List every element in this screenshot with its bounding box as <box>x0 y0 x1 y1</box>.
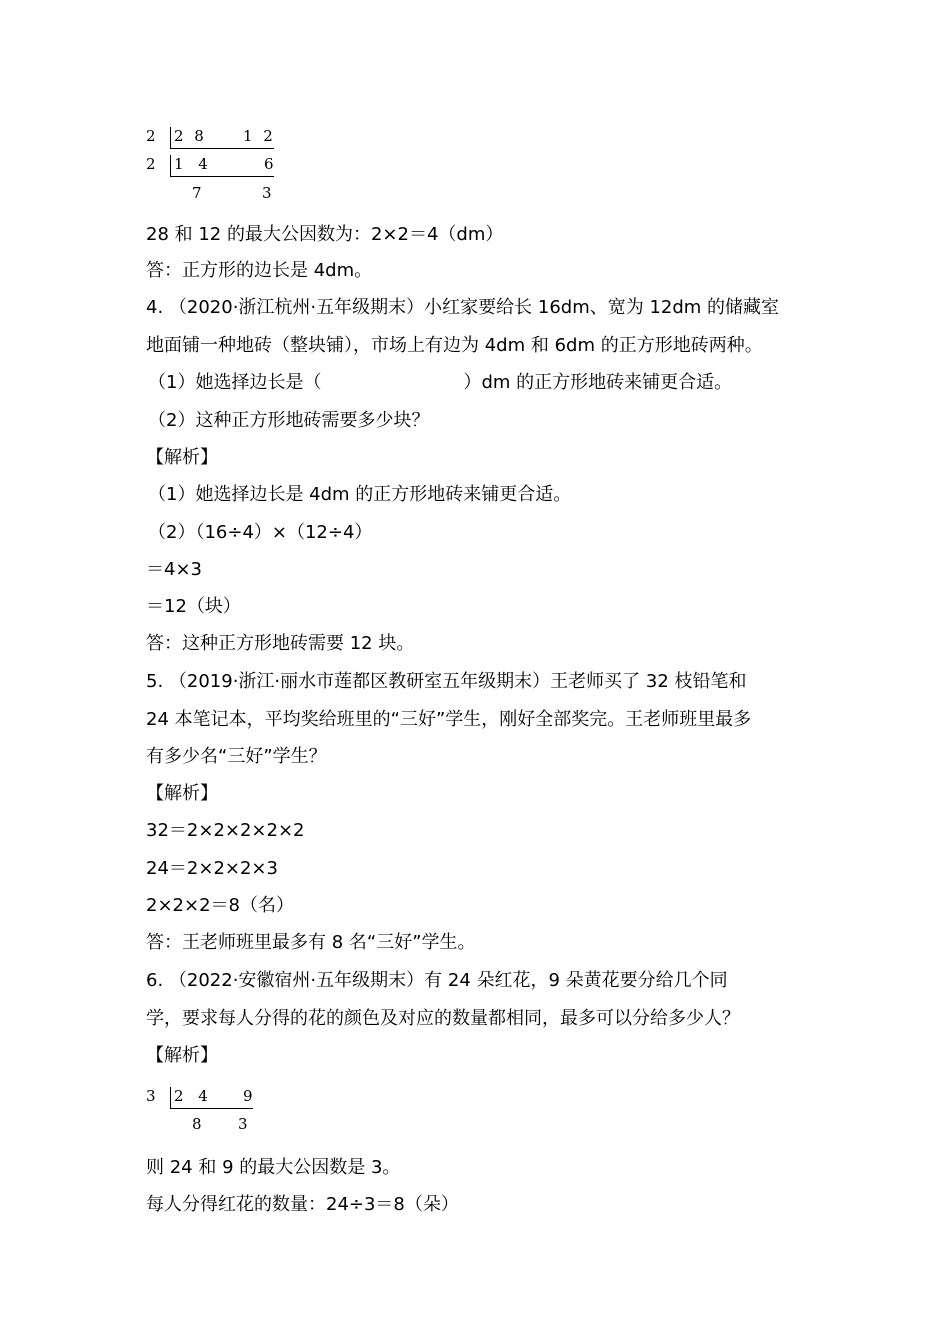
division-rule <box>170 1108 253 1109</box>
analysis-heading: 【解析】 <box>146 447 218 468</box>
division-bracket <box>170 155 171 177</box>
quotient: 8 <box>192 1115 202 1133</box>
division-bracket <box>170 127 171 149</box>
solution-line: ＝12（块） <box>146 596 241 617</box>
text-line: 28 和 12 的最大公因数为：2×2＝4（dm） <box>146 224 504 245</box>
solution-line: ＝4×3 <box>146 559 202 580</box>
solution-line: （2）（16÷4）×（12÷4） <box>148 522 373 543</box>
blank-prefix: （1）她选择边长是（ <box>148 372 322 393</box>
solution-line: 32＝2×2×2×2×2 <box>146 820 305 841</box>
question-4-part-2: （2）这种正方形地砖需要多少块？ <box>148 410 430 431</box>
divisor: 2 <box>146 155 156 173</box>
division-rule <box>170 176 274 177</box>
result: 7 <box>192 184 202 202</box>
result: 3 <box>262 184 272 202</box>
question-4-line-1: 4. （2020·浙江杭州·五年级期末）小红家要给长 16dm、宽为 12dm 的储藏室 <box>146 297 780 318</box>
question-6-line-2: 学，要求每人分得的花的颜色及对应的数量都相同，最多可以分给多少人？ <box>146 1008 740 1029</box>
question-6-line-1: 6. （2022·安徽宿州·五年级期末）有 24 朵红花，9 朵黄花要分给几个同 <box>146 970 728 991</box>
solution-line: （1）她选择边长是 4dm 的正方形地砖来铺更合适。 <box>148 484 572 505</box>
dividend: 1 2 <box>243 127 273 145</box>
dividend: 2 4 <box>174 1087 208 1105</box>
analysis-heading: 【解析】 <box>146 1045 218 1066</box>
solution-line: 则 24 和 9 的最大公因数是 3。 <box>146 1157 401 1178</box>
question-4-line-2: 地面铺一种地砖（整块铺），市场上有边为 4dm 和 6dm 的正方形地砖两种。 <box>146 335 763 356</box>
solution-line: 每人分得红花的数量：24÷3＝8（朵） <box>146 1194 459 1215</box>
question-5-line-2: 24 本笔记本，平均奖给班里的“三好”学生，刚好全部奖完。王老师班里最多 <box>146 709 752 730</box>
division-bracket <box>170 1087 171 1109</box>
solution-line: 24＝2×2×2×3 <box>146 858 278 879</box>
solution-line: 2×2×2＝8（名） <box>146 895 294 916</box>
question-5-line-1: 5. （2019·浙江·丽水市莲都区教研室五年级期末）王老师买了 32 枝铅笔和 <box>146 671 747 692</box>
divisor: 3 <box>146 1087 156 1105</box>
analysis-heading: 【解析】 <box>146 783 218 804</box>
dividend: 2 8 <box>174 127 204 145</box>
division-rule <box>170 148 274 149</box>
blank-suffix: ）dm 的正方形地砖来铺更合适。 <box>463 372 733 393</box>
answer-line: 答：这种正方形地砖需要 12 块。 <box>146 633 415 654</box>
question-5-line-3: 有多少名“三好”学生？ <box>146 746 327 767</box>
answer-line: 答：正方形的边长是 4dm。 <box>146 260 373 281</box>
quotient: 6 <box>264 155 274 173</box>
divisor: 2 <box>146 127 156 145</box>
question-4-part-1 <box>148 371 732 395</box>
quotient: 1 4 <box>174 155 208 173</box>
dividend: 9 <box>243 1087 253 1105</box>
quotient: 3 <box>238 1115 248 1133</box>
answer-line: 答：王老师班里最多有 8 名“三好”学生。 <box>146 932 476 953</box>
